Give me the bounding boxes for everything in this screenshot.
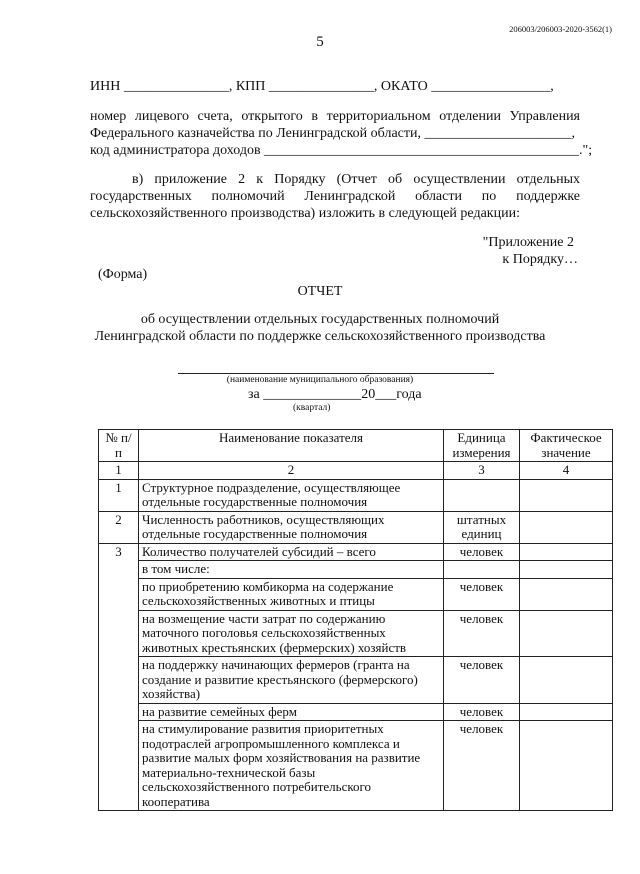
municipality-hint: (наименование муниципального образования)	[226, 375, 414, 385]
row-name: Количество получателей субсидий – всего	[139, 543, 444, 561]
report-table	[98, 429, 613, 811]
row-value	[520, 561, 613, 579]
row-value	[520, 610, 613, 657]
row-unit: штатных единиц	[444, 511, 520, 543]
row-name: на развитие семейных ферм	[139, 703, 444, 721]
header-value: Фактическое значение	[520, 430, 613, 462]
requisites-admin-code-line: код администратора доходов _____________________________________________.";	[90, 143, 593, 158]
appendix-title: "Приложение 2	[482, 235, 574, 250]
row-num: 2	[99, 511, 139, 543]
table-row	[99, 703, 613, 721]
table-row	[99, 610, 613, 657]
table-row	[99, 479, 613, 511]
row-name: Структурное подразделение, осуществляющее отдельные государственные полномочия	[139, 479, 444, 511]
row-num	[99, 610, 139, 657]
row-name: на возмещение части затрат по содержанию маточного поголовья сельскохозяйственных животных крестьянских (фермерских) хозяйств	[139, 610, 444, 657]
row-unit	[444, 561, 520, 579]
requisites-treasury-line: Федерального казначейства по Ленинградской области, _____________________,	[90, 126, 575, 141]
row-unit	[444, 479, 520, 511]
clause-v-line2: государственных полномочий Ленинградской области по поддержке	[90, 189, 580, 204]
header-name: Наименование показателя	[139, 430, 444, 462]
col-number: 1	[99, 462, 139, 480]
period-hint: (квартал)	[293, 403, 331, 413]
requisites-account-line: номер лицевого счета, открытого в территориальном отделении Управления	[90, 109, 580, 124]
report-title: ОТЧЕТ	[297, 284, 343, 299]
row-num	[99, 561, 139, 579]
row-num	[99, 578, 139, 610]
row-num: 3	[99, 543, 139, 561]
appendix-reference: к Порядку…	[502, 252, 578, 267]
row-unit: человек	[444, 543, 520, 561]
row-num	[99, 703, 139, 721]
column-number-row	[99, 462, 613, 480]
row-name: на стимулирование развития приоритетных подотраслей агропромышленного комплекса и развитие малых форм хозяйствования на развитие материально-технической базы сельскохозяйственного потребительского кооператива	[139, 721, 444, 811]
table-row	[99, 657, 613, 704]
row-unit: человек	[444, 610, 520, 657]
col-number: 4	[520, 462, 613, 480]
row-value	[520, 703, 613, 721]
row-value	[520, 543, 613, 561]
report-subtitle-line2: Ленинградской области по поддержке сельскохозяйственного производства	[94, 329, 546, 344]
row-value	[520, 721, 613, 811]
row-value	[520, 657, 613, 704]
page-number: 5	[316, 34, 324, 50]
row-name: на поддержку начинающих фермеров (гранта на создание и развитие крестьянского (фермерского) хозяйства)	[139, 657, 444, 704]
row-name: по приобретению комбикорма на содержание сельскохозяйственных животных и птицы	[139, 578, 444, 610]
row-name: в том числе:	[139, 561, 444, 579]
row-num	[99, 721, 139, 811]
row-value	[520, 578, 613, 610]
table-row	[99, 511, 613, 543]
table-header-row	[99, 430, 613, 462]
table-row	[99, 561, 613, 579]
table-row	[99, 721, 613, 811]
clause-v-line1: в) приложение 2 к Порядку (Отчет об осуществлении отдельных	[132, 172, 580, 187]
col-number: 2	[139, 462, 444, 480]
period-line: за ______________20___года	[248, 387, 422, 402]
row-value	[520, 479, 613, 511]
table-row	[99, 543, 613, 561]
table-row	[99, 578, 613, 610]
report-subtitle-line1: об осуществлении отдельных государственных полномочий	[140, 312, 500, 327]
row-value	[520, 511, 613, 543]
col-number: 3	[444, 462, 520, 480]
row-unit: человек	[444, 703, 520, 721]
document-number: 206003/206003-2020-3562(1)	[509, 24, 612, 34]
row-num: 1	[99, 479, 139, 511]
row-num	[99, 657, 139, 704]
municipality-underline	[178, 373, 494, 374]
header-num: № п/п	[99, 430, 139, 462]
row-unit: человек	[444, 578, 520, 610]
row-unit: человек	[444, 657, 520, 704]
form-label: (Форма)	[98, 267, 148, 282]
header-unit: Единица измерения	[444, 430, 520, 462]
row-unit: человек	[444, 721, 520, 811]
clause-v-line3: сельскохозяйственного производства) изложить в следующей редакции:	[90, 206, 520, 221]
requisites-inn-line: ИНН _______________, КПП _______________, ОКАТО _________________,	[90, 79, 554, 94]
row-name: Численность работников, осуществляющих отдельные государственные полномочия	[139, 511, 444, 543]
